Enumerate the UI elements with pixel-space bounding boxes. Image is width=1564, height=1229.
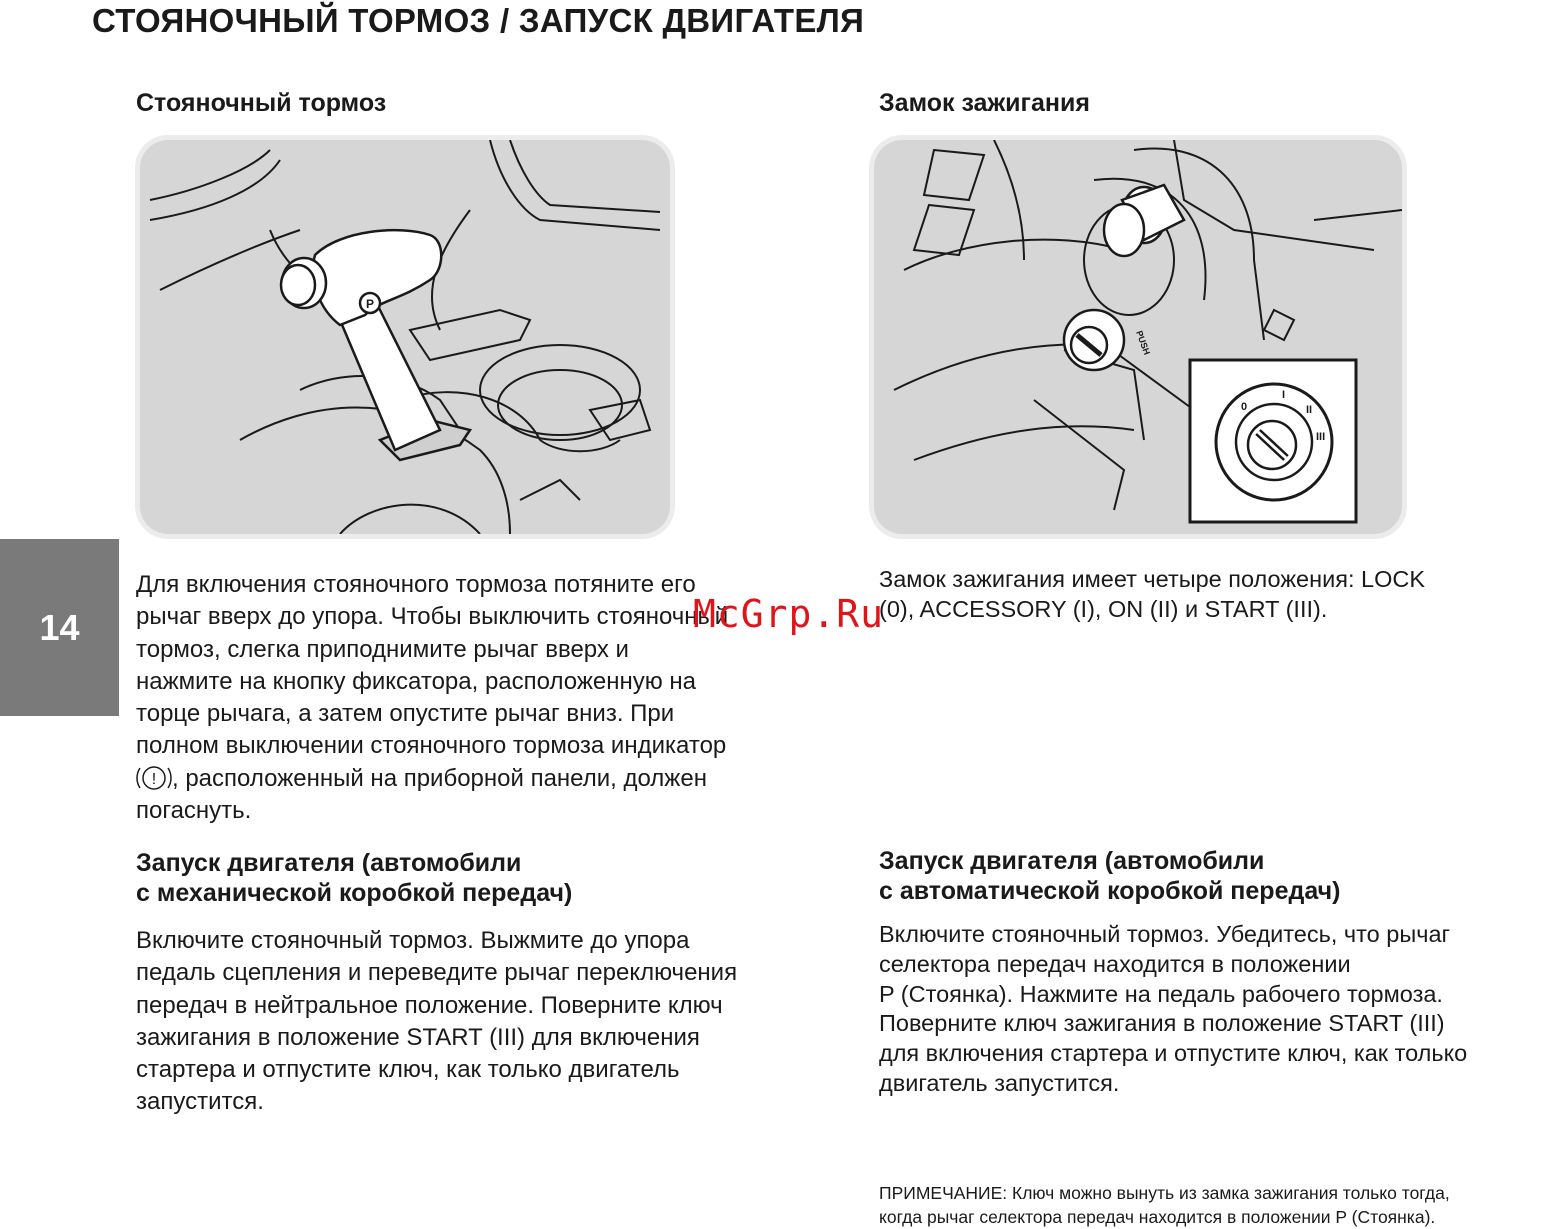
note: [879, 1181, 1450, 1229]
heading-line: Запуск двигателя (автомобили: [136, 849, 522, 877]
auto-start-heading: [879, 846, 1340, 906]
text-line: торце рычага, а затем опустите рычаг вниз. При: [136, 700, 675, 728]
text-line: (0), ACCESSORY (I), ON (II) и START (III).: [879, 595, 1328, 622]
text-line: Замок зажигания имеет четыре положения: LOCK: [879, 566, 1425, 592]
brake-warning-icon: [136, 764, 172, 792]
text-line: P (Стоянка). Нажмите на педаль рабочего тормоза.: [879, 980, 1443, 1007]
text-line: для включения стартера и отпустите ключ, как только: [879, 1040, 1468, 1067]
ignition-text: [879, 565, 1425, 625]
position-3: III: [1316, 431, 1326, 443]
text-line: Для включения стояночного тормоза потяните его: [136, 571, 696, 598]
manual-start-heading: [136, 848, 572, 908]
text-line: педаль сцепления и переведите рычаг переключения: [136, 959, 738, 987]
position-1: I: [1282, 389, 1286, 401]
ignition-illustration: [874, 140, 1402, 534]
push-label: PUSH: [1134, 329, 1153, 357]
text-line: погаснуть.: [136, 797, 252, 825]
text-line: Включите стояночный тормоз. Убедитесь, что рычаг: [879, 921, 1451, 947]
text-line: передач в нейтральное положение. Поверните ключ: [136, 991, 723, 1019]
parking-brake-heading: Стояночный тормоз: [136, 89, 387, 117]
text-line: селектора передач находится в положении: [879, 950, 1351, 977]
heading-line: с автоматической коробкой передач): [879, 877, 1341, 905]
heading-line: с механической коробкой передач): [136, 879, 573, 907]
page-number: 14: [39, 606, 80, 648]
auto-start-text: [879, 920, 1467, 1099]
lever-symbol: P: [365, 297, 375, 311]
parking-brake-illustration: [140, 140, 670, 534]
position-2: II: [1306, 404, 1313, 416]
manual-start-text: [136, 925, 737, 1119]
text-line: тормоз, слегка приподнимите рычаг вверх и: [136, 635, 629, 663]
text-line: стартера и отпустите ключ, как только двигатель: [136, 1056, 680, 1084]
text-line: Поверните ключ зажигания в положение START (III): [879, 1010, 1445, 1037]
text-line: рычаг вверх до упора. Чтобы выключить стояночный: [136, 603, 729, 631]
text-line: двигатель запустится.: [879, 1069, 1120, 1096]
text-after-icon: , расположенный на приборной панели, должен: [172, 764, 707, 792]
watermark: McGrp.Ru: [693, 592, 885, 636]
indicator-glyph: !: [151, 770, 157, 788]
text-line-with-icon: [136, 763, 728, 795]
position-0: 0: [1241, 401, 1248, 413]
text-line: нажмите на кнопку фиксатора, расположенную на: [136, 667, 696, 695]
text-line: запустится.: [136, 1088, 264, 1116]
page-title: СТОЯНОЧНЫЙ ТОРМОЗ / ЗАПУСК ДВИГАТЕЛЯ: [92, 2, 865, 39]
note-line: ПРИМЕЧАНИЕ: Ключ можно вынуть из замка зажигания только тогда,: [879, 1183, 1450, 1203]
page-number-tab: [0, 539, 119, 716]
parking-brake-text: [136, 569, 728, 827]
text-line: зажигания в положение START (III) для включения: [136, 1023, 700, 1051]
heading-line: Запуск двигателя (автомобили: [879, 847, 1265, 875]
note-line: когда рычаг селектора передач находится в положении P (Стоянка).: [879, 1207, 1436, 1227]
ignition-inset: [1190, 360, 1356, 522]
text-line: Включите стояночный тормоз. Выжмите до упора: [136, 927, 690, 954]
text-line: полном выключении стояночного тормоза индикатор: [136, 732, 727, 760]
ignition-heading: Замок зажигания: [879, 89, 1090, 117]
